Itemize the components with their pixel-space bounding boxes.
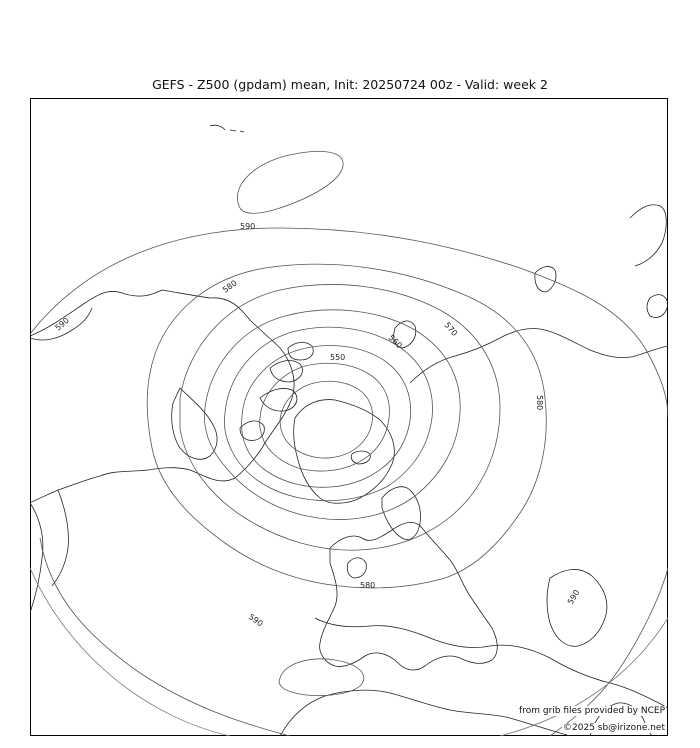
map-border (31, 99, 668, 736)
polar-map (30, 98, 668, 736)
copyright-credit: ©2025 sb@irizone.net (563, 723, 665, 733)
label-570: 570 (442, 320, 460, 338)
label-550: 550 (330, 353, 346, 362)
label-590-a: 590 (240, 222, 256, 231)
label-590-c: 590 (246, 612, 265, 629)
label-590-d: 590 (565, 588, 582, 606)
source-credit: from grib files provided by NCEP (519, 706, 665, 716)
map-title: GEFS - Z500 (gpdam) mean, Init: 20250724 00z - Valid: week 2 (152, 77, 548, 92)
label-560: 560 (386, 333, 404, 351)
map-frame (30, 98, 668, 736)
label-580-c: 580 (535, 395, 544, 411)
label-590-b: 590 (53, 315, 71, 333)
label-580-b: 580 (360, 581, 376, 590)
label-580-a: 580 (220, 278, 239, 295)
